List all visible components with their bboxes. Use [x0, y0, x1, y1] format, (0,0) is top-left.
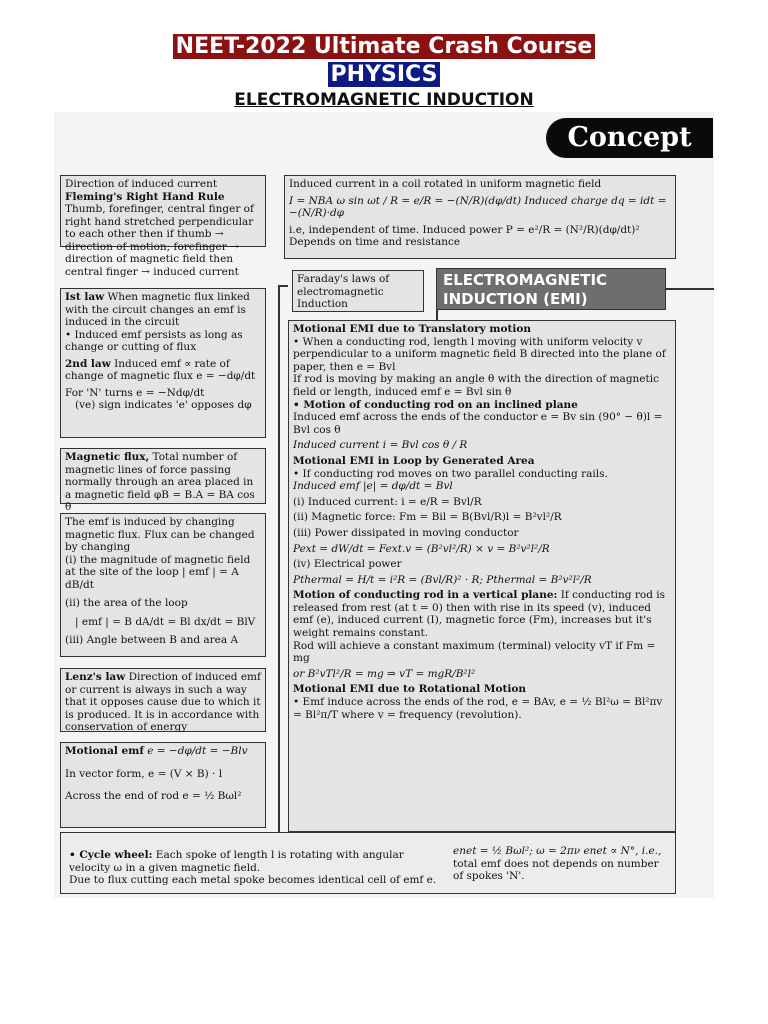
cycle-wheel-box: [60, 832, 676, 894]
rotated-coil-box: Induced current in a coil rotated in uniform magnetic field I = NBA ω sin ωt / R = e/R = −(N/R)(dφ/dt) Induced charge dq = idt = −(N/R)·dφ i.e, independent of time. Induced power P = e²/R = (N²/R)(dφ/dt)² Depends on time and resistance: [284, 175, 676, 259]
faraday-laws-detail-box: Ist law When magnetic flux linked with the circuit changes an emf is induced in the circuit • Induced emf persists as long as change or cutting of flux 2nd law Induced emf ∝ rate of change of magnetic flux e = −dφ/dt For 'N' turns e = −Ndφ/dt (ve) sign indicates 'e' opposes dφ: [60, 288, 266, 438]
course-title: NEET-2022 Ultimate Crash Course: [0, 34, 768, 59]
motional-emi-main-box: Motional EMI due to Translatory motion • When a conducting rod, length l moving with uniform velocity v perpendicular to a uniform magnetic field B directed into the plane of paper, then e = Bvl If rod is moving by making an angle θ with the direction of magnetic field or length, induced emf e = Bvl sin θ • Motion of conducting rod on an inclined plane Induced emf across the ends of the conductor e = Bv sin (90° − θ)l = Bvl cos θ Induced current i = Bvl cos θ / R Motional EMI in Loop by Generated Area • If conducting rod moves on two parallel conducting rails. Induced emf |e| = dφ/dt = Bvl (i) Induced current: i = e/R = Bvl/R (ii) Magnetic force: Fm = Bil = B(Bvl/R)l = B²vl²/R (iii) Power dissipated in moving conductor Pext = dW/dt = Fext.v = (B²vl²/R) × v = B²v²l²/R (iv) Electrical power Pthermal = H/t = i²R = (Bvl/R)² · R; Pthermal = B²v²l²/R Motion of conducting rod in a vertical plane: If conducting rod is released from rest (at t = 0) then with rise in its speed (v), induced emf (e), induced current (I), magnetic force (Fm), increases but it's weight remains constant. Rod will achieve a constant maximum (terminal) velocity vT if Fm = mg or B²vTl²/R = mg ⇒ vT = mgR/B²l² Motional EMI due to Rotational Motion • Emf induce across the ends of the rod, e = BAv, e = ½ Bl²ω = Bl²πv = Bl²π/T where v = frequency (revolution).: [288, 320, 676, 832]
chapter-title: ELECTROMAGNETIC INDUCTION: [234, 90, 534, 110]
connector-line: [278, 285, 280, 845]
lenz-law-box: Lenz's law Direction of induced emf or current is always in such a way that it opposes cause due to which it is produced. It is in accordance with conservation of energy: [60, 668, 266, 732]
subject-title: PHYSICS: [0, 62, 768, 87]
connector-line: [666, 288, 714, 290]
faraday-laws-box: Faraday's laws of electromagnetic Induction: [292, 270, 424, 312]
fleming-rule-box: Direction of induced current Fleming's Right Hand Rule Thumb, forefinger, central finger of right hand stretched perpendicular to each other then if thumb → direction of motion; forefinger → direction of magnetic field then central finger → induced current: [60, 175, 266, 247]
concept-logo: Concept: [546, 118, 713, 158]
motional-emf-box: Motional emf e = −dφ/dt = −Blv In vector form, e = (V × B) · l Across the end of rod e = ½ Bωl²: [60, 742, 266, 828]
changing-flux-box: The emf is induced by changing magnetic flux. Flux can be changed by changing (i) the magnitude of magnetic field at the site of the loop | emf | = A dB/dt (ii) the area of the loop | emf | = B dA/dt = Bl dx/dt = BlV (iii) Angle between B and area A: [60, 513, 266, 657]
magnetic-flux-box: Magnetic flux, Total number of magnetic lines of force passing normally through an area placed in a magnetic field φB = B.A = BA cos θ: [60, 448, 266, 504]
cycle-wheel-left: • Cycle wheel: Each spoke of length l is rotating with angular velocity ω in a given magnetic field. Due to flux cutting each metal spoke becomes identical cell of emf e.: [69, 849, 437, 886]
emi-title-box: ELECTROMAGNETIC INDUCTION (EMI): [436, 268, 666, 310]
cycle-wheel-right: enet = ½ Bωl²; ω = 2πν enet ∝ N°, i.e., total emf does not depends on number of spokes 'N'.: [453, 845, 662, 882]
